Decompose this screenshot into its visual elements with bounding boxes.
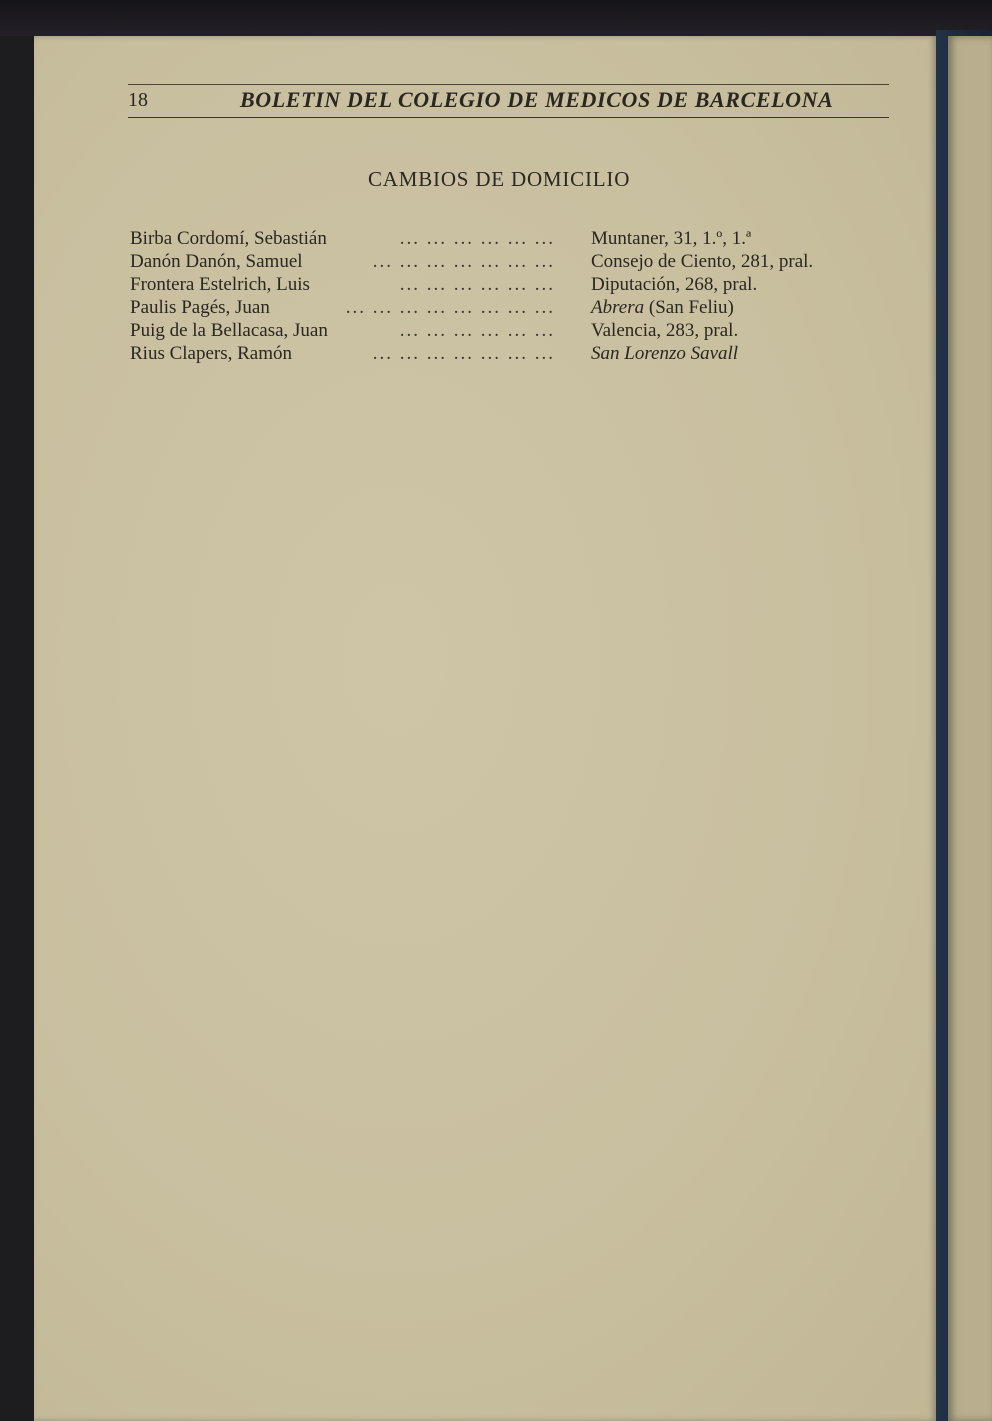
section-title: CAMBIOS DE DOMICILIO	[368, 167, 631, 191]
background-strip	[0, 0, 992, 36]
member-name: Frontera Estelrich, Luis	[130, 274, 310, 295]
list-item	[130, 274, 890, 297]
new-address	[591, 297, 734, 319]
address-parish: (San Feliu)	[644, 297, 734, 318]
adjacent-page-edge	[948, 36, 992, 1421]
dot-leader: ... ... ... ... ... ... ...	[372, 343, 555, 364]
list-item	[130, 228, 890, 251]
member-name: Birba Cordomí, Sebastián	[130, 228, 327, 249]
address-change-list	[130, 228, 890, 366]
new-address: Consejo de Ciento, 281, pral.	[591, 251, 814, 272]
dot-leader: ... ... ... ... ... ... ... ...	[345, 297, 555, 318]
new-address: Muntaner, 31, 1.º, 1.ª	[591, 228, 752, 249]
list-item	[130, 297, 890, 320]
new-address: Valencia, 283, pral.	[591, 320, 739, 341]
list-item	[130, 343, 890, 366]
journal-title: BOLETIN DEL COLEGIO DE MEDICOS DE BARCELONA	[240, 87, 834, 112]
dot-leader: ... ... ... ... ... ...	[399, 320, 555, 341]
new-address: Diputación, 268, pral.	[591, 274, 758, 295]
dot-leader: ... ... ... ... ... ...	[399, 228, 555, 249]
member-name: Danón Danón, Samuel	[130, 251, 303, 272]
dot-leader: ... ... ... ... ... ...	[399, 274, 555, 295]
member-name: Paulis Pagés, Juan	[130, 297, 270, 318]
running-header	[128, 84, 889, 118]
address-town: Abrera	[591, 297, 645, 318]
member-name: Puig de la Bellacasa, Juan	[130, 320, 328, 341]
list-item	[130, 320, 890, 343]
member-name: Rius Clapers, Ramón	[130, 343, 293, 364]
list-item	[130, 251, 890, 274]
new-address: San Lorenzo Savall	[591, 343, 739, 364]
page-number: 18	[128, 89, 148, 111]
dot-leader: ... ... ... ... ... ... ...	[372, 251, 555, 272]
